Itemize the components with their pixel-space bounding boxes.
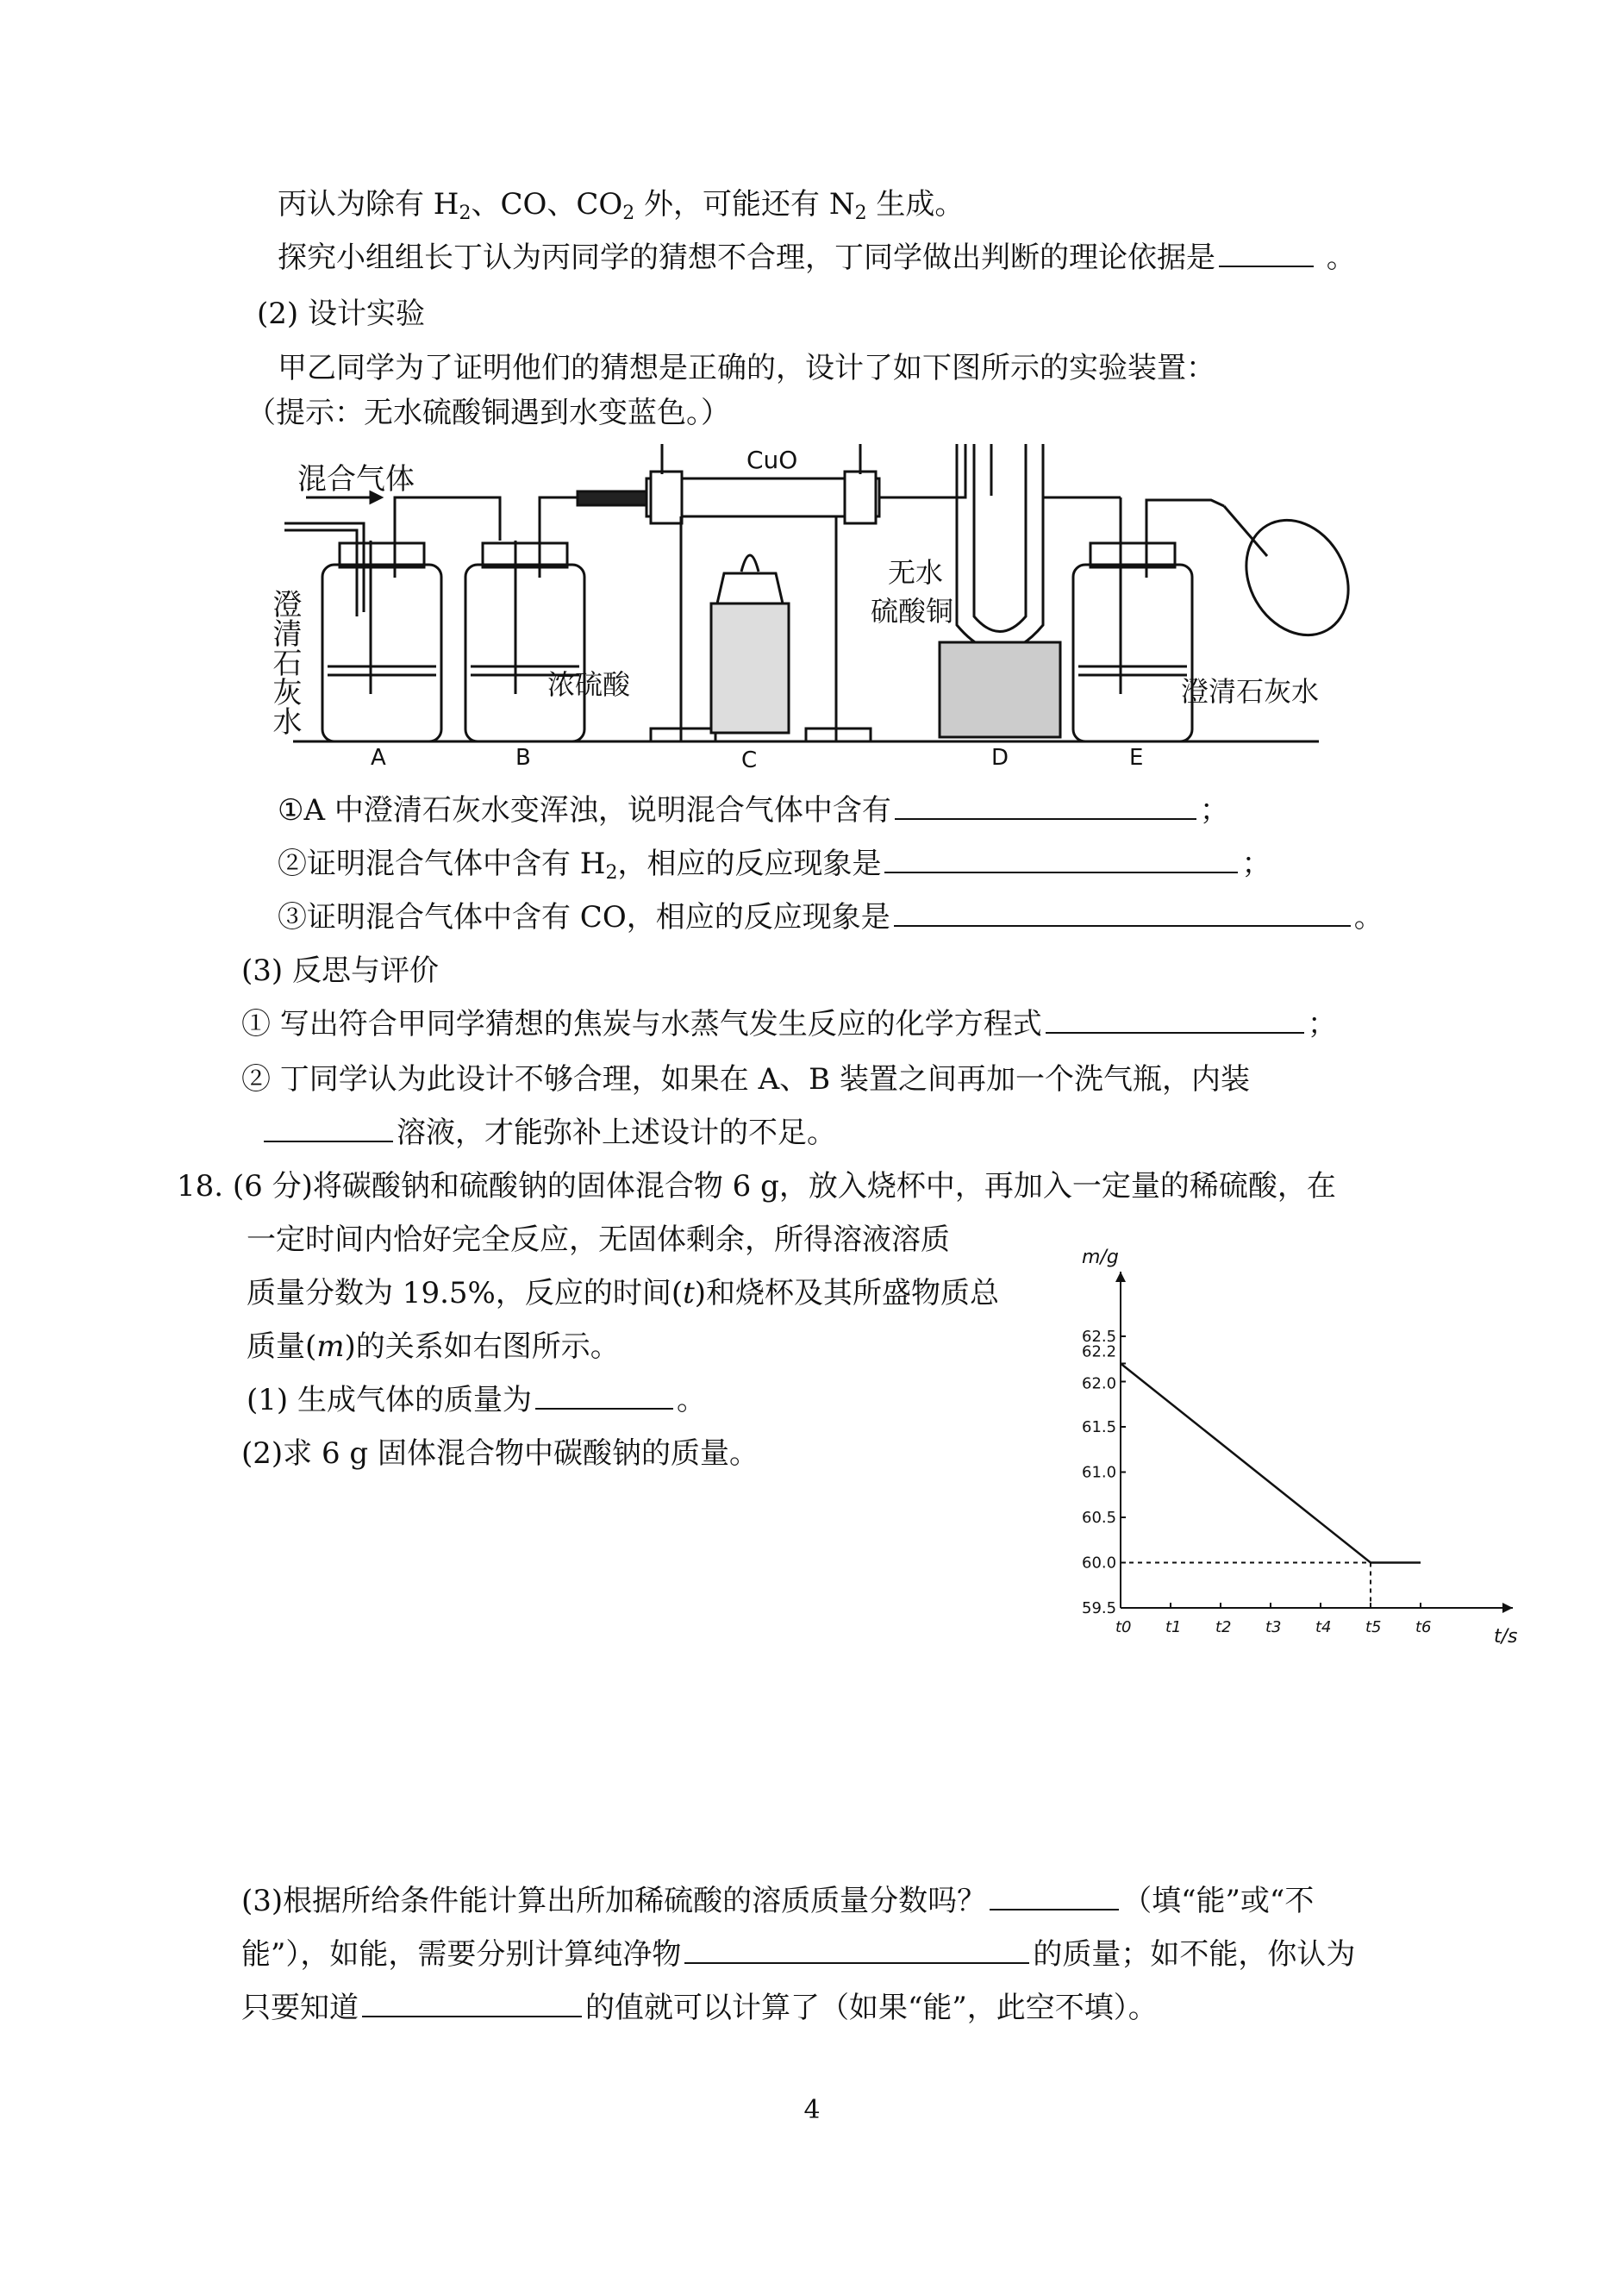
x-tick-label: t4: [1315, 1618, 1332, 1636]
answer-blank[interactable]: [1219, 240, 1314, 267]
section-3-heading: (3) 反思与评价: [241, 954, 439, 988]
label-cuso4-2: 硫酸铜: [871, 595, 954, 628]
subscript: 2: [622, 203, 635, 224]
text: (6 分)将碳酸钠和硫酸钠的固体混合物 6 g，放入烧杯中，再加入一定量的稀硫酸，在: [232, 1169, 1336, 1204]
answer-blank[interactable]: [895, 792, 1196, 820]
y-axis-label: m/g: [1082, 1247, 1119, 1268]
label-b: B: [515, 745, 531, 771]
sub-question-1: [247, 1381, 706, 1419]
text: 质量分数为 19.5%，反应的时间(: [247, 1276, 684, 1310]
text: ①A 中澄清石灰水变浑浊，说明混合气体中含有: [278, 793, 891, 828]
question-1: [278, 791, 1229, 829]
y-tick-label: 62.2: [1082, 1342, 1117, 1361]
problem-18-line-4: [247, 1328, 620, 1366]
text: 只要知道: [241, 1991, 359, 2025]
x-axis-arrow: [1502, 1603, 1513, 1613]
question-3: [278, 898, 1384, 936]
x-tick-label: t6: [1415, 1618, 1432, 1636]
y-tick-label: 62.0: [1082, 1374, 1117, 1393]
line-4: 甲乙同学为了证明他们的猜想是正确的，设计了如下图所示的实验装置：: [278, 351, 1215, 385]
reflect-3: [260, 1114, 836, 1152]
text: )的关系如右图所示。: [344, 1329, 620, 1364]
text: 的质量；如不能，你认为: [1033, 1937, 1356, 1972]
text: 溶液，才能弥补上述设计的不足。: [397, 1116, 836, 1150]
reflect-1: [241, 1005, 1337, 1043]
mass-time-chart: [1082, 1237, 1530, 1668]
text: 丙认为除有 H: [278, 187, 459, 222]
text: 。: [1353, 900, 1384, 935]
text: 质量(: [247, 1329, 317, 1364]
x-axis-label: t/s: [1494, 1626, 1518, 1648]
text: (1) 生成气体的质量为: [247, 1383, 532, 1417]
label-gas-in: 混合气体: [297, 462, 415, 497]
subscript: 2: [854, 203, 867, 224]
text: 、CO、CO: [471, 187, 623, 222]
sub-question-2: (2)求 6 g 固体混合物中碳酸钠的质量。: [241, 1436, 759, 1471]
page-number: 4: [803, 2095, 821, 2125]
sub-question-3-line-1: [241, 1882, 1314, 1920]
y-tick-label: 60.0: [1082, 1554, 1117, 1573]
label-limewater-a: 澄清石灰水: [267, 589, 302, 735]
problem-18-line-1: [177, 1167, 1336, 1205]
answer-blank[interactable]: [535, 1382, 673, 1410]
text: （填“能”或“不: [1122, 1884, 1315, 1918]
y-tick-label: 61.0: [1082, 1463, 1117, 1482]
subscript: 2: [605, 862, 618, 884]
label-limewater-e: 澄清石灰水: [1181, 675, 1320, 708]
answer-blank[interactable]: [894, 899, 1351, 927]
y-tick-label: 62.5: [1082, 1328, 1117, 1346]
y-tick-label: 61.5: [1082, 1418, 1117, 1436]
question-2: [278, 845, 1271, 892]
text: ；: [1241, 847, 1271, 881]
answer-blank[interactable]: [1046, 1006, 1304, 1034]
label-c: C: [741, 747, 758, 773]
question-number: 18.: [177, 1169, 224, 1204]
text: ②证明混合气体中含有 H: [278, 847, 606, 881]
answer-blank[interactable]: [684, 1936, 1029, 1964]
apparatus-diagram: [267, 444, 1336, 773]
text: ；: [1307, 1007, 1337, 1041]
text: ③证明混合气体中含有 CO，相应的反应现象是: [278, 900, 890, 935]
line-1: [278, 185, 964, 233]
text: m: [316, 1329, 345, 1364]
line-2: [278, 239, 1356, 277]
x-tick-label: t3: [1265, 1618, 1282, 1636]
y-tick-label: 59.5: [1082, 1599, 1117, 1617]
text: ；: [1199, 793, 1229, 828]
label-e: E: [1129, 745, 1144, 771]
section-2-heading: (2) 设计实验: [257, 297, 425, 331]
hint: （提示：无水硫酸铜遇到水变蓝色。）: [247, 396, 730, 430]
text: (3)根据所给条件能计算出所加稀硫酸的溶质质量分数吗？: [241, 1884, 987, 1918]
x-tick-label: t0: [1115, 1618, 1132, 1636]
x-tick-label: t5: [1365, 1618, 1382, 1636]
text: 。: [676, 1383, 706, 1417]
sub-question-3-line-2: [241, 1935, 1355, 1973]
y-axis-arrow: [1115, 1272, 1126, 1282]
x-tick-label: t1: [1165, 1618, 1182, 1636]
text: 的值就可以计算了（如果“能”，此空不填）。: [585, 1991, 1158, 2025]
answer-blank[interactable]: [362, 1990, 582, 2017]
text: 外，可能还有 N: [634, 187, 855, 222]
label-cuo: CuO: [746, 446, 798, 474]
y-tick-label: 60.5: [1082, 1509, 1117, 1527]
label-cuso4-1: 无水: [888, 556, 944, 589]
subscript: 2: [459, 203, 472, 224]
label-d: D: [991, 745, 1009, 771]
text: ，相应的反应现象是: [617, 847, 882, 881]
answer-blank[interactable]: [990, 1883, 1119, 1910]
text: 生成。: [866, 187, 965, 222]
text: 。: [1317, 241, 1356, 275]
text: ① 写出符合甲同学猜想的焦炭与水蒸气发生反应的化学方程式: [241, 1007, 1042, 1041]
problem-18-line-2: 一定时间内恰好完全反应，无固体剩余，所得溶液溶质: [247, 1223, 950, 1257]
text: t: [683, 1276, 695, 1310]
answer-blank[interactable]: [264, 1115, 393, 1142]
reflect-2: ② 丁同学认为此设计不够合理，如果在 A、B 装置之间再加一个洗气瓶，内装: [241, 1062, 1250, 1097]
sub-question-3-line-3: [241, 1989, 1158, 2027]
label-h2so4: 浓硫酸: [547, 668, 631, 701]
series-line: [1121, 1364, 1421, 1563]
text: 探究小组组长丁认为丙同学的猜想不合理，丁同学做出判断的理论依据是: [278, 241, 1215, 275]
problem-18-line-3: [247, 1274, 999, 1312]
x-tick-label: t2: [1215, 1618, 1232, 1636]
text: )和烧杯及其所盛物质总: [694, 1276, 1000, 1310]
label-a: A: [371, 745, 386, 771]
text: 能”），如能，需要分别计算纯净物: [241, 1937, 682, 1972]
answer-blank[interactable]: [884, 846, 1238, 873]
